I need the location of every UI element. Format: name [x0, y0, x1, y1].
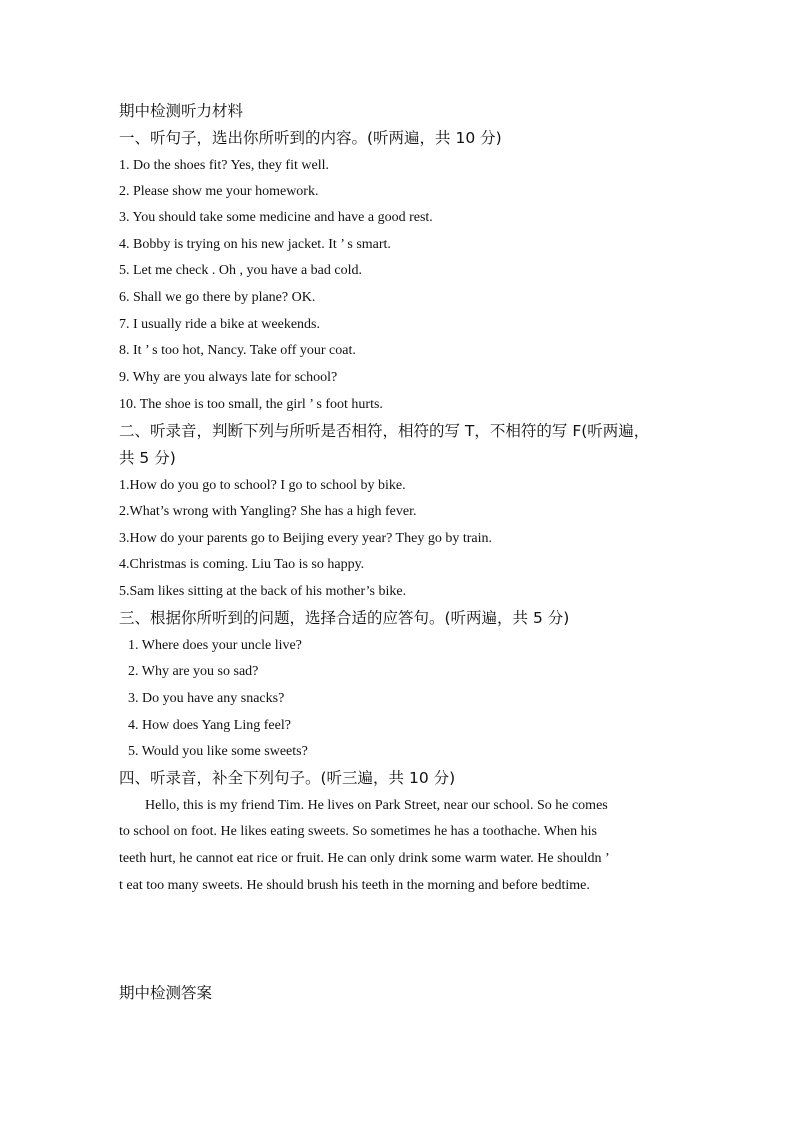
list-item: 4. Bobby is trying on his new jacket. It ’ s smart. [119, 237, 391, 252]
list-item: 1. Do the shoes fit? Yes, they fit well. [119, 158, 329, 173]
list-item: 10. The shoe is too small, the girl ’ s foot hurts. [119, 397, 383, 412]
list-item: 1.How do you go to school? I go to school by bike. [119, 478, 406, 493]
paragraph-line: Hello, this is my friend Tim. He lives on Park Street, near our school. So he comes [145, 798, 608, 813]
paragraph-line: teeth hurt, he cannot eat rice or fruit. He can only drink some warm water. He shouldn ’ [119, 851, 610, 866]
section-3-heading: 三、根据你所听到的问题，选择合适的应答句。(听两遍，共 5 分) [119, 609, 570, 627]
section-4-heading: 四、听录音，补全下列句子。(听三遍，共 10 分) [119, 769, 456, 787]
list-item: 8. It ’ s too hot, Nancy. Take off your coat. [119, 343, 356, 358]
list-item: 1. Where does your uncle live? [128, 638, 302, 653]
section-2-heading: 二、听录音，判断下列与所听是否相符，相符的写 T，不相符的写 F(听两遍， [119, 422, 650, 440]
list-item: 4.Christmas is coming. Liu Tao is so happy. [119, 557, 365, 572]
list-item: 5. Would you like some sweets? [128, 744, 308, 759]
answers-title: 期中检测答案 [119, 984, 213, 1002]
list-item: 5.Sam likes sitting at the back of his mother’s bike. [119, 584, 407, 599]
list-item: 3.How do your parents go to Beijing every year? They go by train. [119, 531, 492, 546]
section-2-heading-cont: 共 5 分) [119, 449, 176, 467]
list-item: 5. Let me check . Oh , you have a bad cold. [119, 263, 362, 278]
list-item: 9. Why are you always late for school? [119, 370, 338, 385]
paragraph-line: t eat too many sweets. He should brush his teeth in the morning and before bedtime. [119, 878, 590, 893]
list-item: 4. How does Yang Ling feel? [128, 718, 291, 733]
list-item: 3. Do you have any snacks? [128, 691, 285, 706]
paragraph-line: to school on foot. He likes eating sweets. So sometimes he has a toothache. When his [119, 824, 597, 839]
list-item: 2.What’s wrong with Yangling? She has a high fever. [119, 504, 417, 519]
page-title: 期中检测听力材料 [119, 102, 244, 120]
list-item: 3. You should take some medicine and have a good rest. [119, 210, 433, 225]
list-item: 6. Shall we go there by plane? OK. [119, 290, 316, 305]
list-item: 2. Please show me your homework. [119, 184, 319, 199]
section-1-heading: 一、听句子，选出你所听到的内容。(听两遍，共 10 分) [119, 129, 502, 147]
list-item: 2. Why are you so sad? [128, 664, 259, 679]
list-item: 7. I usually ride a bike at weekends. [119, 317, 320, 332]
